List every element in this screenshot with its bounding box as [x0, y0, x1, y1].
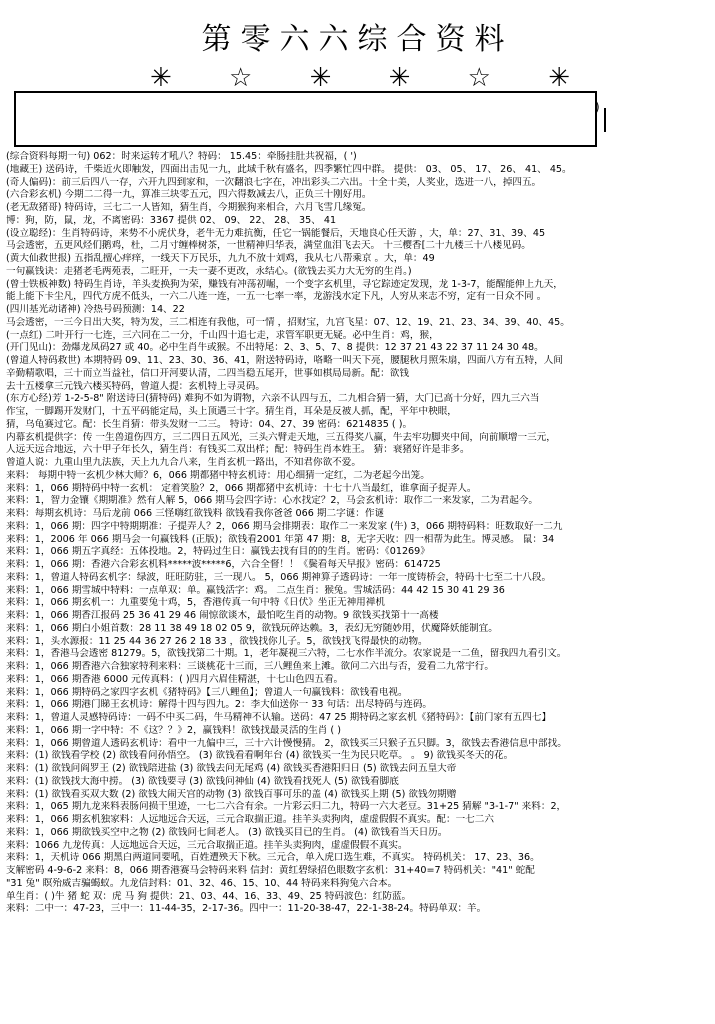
text-line: 来料：(1) 欲钱看买双大数 (2) 欲钱大闹天宫的动物 (3) 欲钱百事可乐的盖 (4) 欲钱买上期 (5) 欲钱勿期赠 — [6, 788, 457, 800]
text-line: 来料：1，曾道人灵感特码诗：一码不中买二码，牛马精神不认输。送码：47 25 期特码之家玄机《猪特码》：【前门家有五四七】 — [6, 712, 552, 723]
text-line: (曾道人特码救世) 本期特码 09、11、23、30、36、41，附送特码诗，咯略一叫天下亮，腰腿秋月照朱扇，四面八方有五特，人间 — [6, 355, 563, 366]
text-line: (六合彩玄机) 今期二二得一九，算准三块零五元，四六得数减去八，正负三十刚好用。 — [6, 189, 372, 201]
text-line: 来料：1，香港马会透密 81279。5，欲钱找第二十期。1，老年凝视三六特，二七水作半流分。农家说是一二鱼，留我四九看引文。 — [6, 648, 567, 660]
text-line: "31 兔" 瞑殆威吉骗蝎蚁。九龙信封料：01、32、46、15、10、44 特码来料狗兔六合本。 — [6, 877, 398, 889]
text-line: 马会透密，一三今日出大奖，特为发，三二相连有我他，可一情 ，招财宝，九宫飞星：07、12、19、21、23、34、39、40、45。 — [6, 316, 570, 328]
text-line: 来料：每期玄机诗：马后龙前 066 三怪嗨红欲钱料 欲钱看我你爸爸 066 期二字谜：作谜 — [6, 508, 385, 519]
asterisk-icon: ✳ — [388, 63, 411, 93]
decoration-row — [150, 63, 570, 93]
side-mark: ) — [595, 100, 600, 114]
text-line: 来料：(1) 欲钱看学校 (2) 欲钱看问孙悟空。 (3) 欲钱看看啊年台 (4) 欲钱买一生为民只吃草。 。 9) 欲钱买冬天的花。 — [6, 750, 514, 762]
page-title: 第零六六综合资料 — [201, 22, 514, 57]
text-line: 来料： 每期中特一玄机少林大师？6，066 期都猪中特玄机诗：用心细猜一定红，二为老起今出笼。 — [6, 469, 430, 481]
asterisk-icon: ✳ — [548, 63, 570, 93]
text-line: (开门见山)：劲爆龙凤码27 或 40。必中生肖牛或猴。不出特尾：2、3、5、7、8 提供：12 37 21 43 22 37 11 24 30 48。 — [6, 342, 544, 354]
text-line: 来料：二中一：47-23，三中一：11-44-35，2-17-36。四中一：11-20-38-47，22-1-38-24。特码单双：羊。 — [6, 903, 487, 915]
text-line: 来料：1，066 期：香港六合彩玄机料*****波*****6，六合全督！！《鬓看每天早报》密码：614725 — [6, 559, 441, 570]
text-line: 来料：1，066 期玄机一：九重要兔十鸡，5，香港传真一句中特《日伏》坐正无神用禅机 — [6, 597, 385, 609]
text-line: 来料：(1) 欲钱找大海中捞。 (3) 欲钱要寻 (3) 欲钱问神仙 (4) 欲钱看找死人 (5) 欲钱看脚底 — [6, 775, 399, 787]
text-line: 来料：1，066 期：四字中特期期准：子提弄人？2，066 期马会排期表：取作二一来发家 (牛) 3，066 期特码料：旺数取好一二九 — [6, 520, 563, 532]
text-line: 能上能下卡尘凡，四代方虎不低头，一六二八连一连，一五一七率一率，龙游浅水定下凡，人穷从来志不穷，定有一日众不同 。 — [6, 291, 547, 303]
text-line: 博：狗，防，鼠，龙，不离密码：3367 提供 02、 09、 22、 28、 35、 41 — [6, 214, 337, 226]
text-line: 来料：1，066 期一字中特：不《这？？》2，赢钱料！欲钱找最灵活的生肖 ( ) — [6, 724, 341, 736]
text-line: (设立聪经)：生肖特码诗，来势不小虎伏身，老牛无力难抗衡，任它一锅能餐后，天地良心任天游 ，大，单：27、31、39、45 — [6, 227, 546, 239]
text-line: 来料：1，2006 年 066 期马会一句赢钱料 (正版)；欲钱看2001 年第 47 期：8，无字天收：四一相帮为此生。博灵感。 鼠：34 — [6, 533, 555, 545]
star-outline-icon: ☆ — [229, 63, 253, 93]
text-line: 内幕玄机提供字：传 一生兽道伤四方，三二四日五风光，三头六臂走天地，三五得奖八赢，牛去牢功脚夹中间，向前顺增一三元， — [6, 431, 556, 443]
text-line: 来料：1066 九龙传真：人远地远合天远，三元合取揣正道。挂羊头卖狗肉，虚虚假假不真实。 — [6, 839, 408, 851]
text-line: (综合资料每期一句) 062：时来运转才吼八？特码： 15.45：牵肠挂肚共祝福，( ') — [6, 151, 357, 162]
text-line: 来料：1，066 期玄机独家料：人远地远合天远，三元合取揣正道。挂羊头卖狗肉，虚虚假假不真实。配：一七二六 — [6, 814, 494, 825]
text-line: 支解密码 4-9-6-2 来料：8，066 期香港赛马会特码来料 信封：黄红碧绿招色眼数字玄机：31+40=7 特码机关："41" 蛇配 — [6, 865, 535, 876]
text-line: 来料：1，065 期九龙来料表肠问损干里迹，一七二六合有余。一片彩云归二九，特码一六大老豆。31+25 猜解 "3-1-7" 来料：2， — [6, 801, 567, 813]
text-line: 来料：(1) 欲钱问阎罗王 (2) 欲钱陪进盐 (3) 欲钱去问无尾鸡 (4) 欲钱买香港阳归日 (5) 欲钱去问五皇大帝 — [6, 763, 457, 774]
text-line: 来料：1，曾道人特码玄机字：绿波，旺旺防驻，三一现八。 5，066 期神算子透码诗：一年一度铸桥会，特码十七至二十八段。 — [6, 571, 552, 583]
text-line: 马会透密，五更风烃们鹅鸡，杜，二月寸缠棒树茶，一世精神归华表，满堂血泪飞去天。 十三樱香[二十九楼三十八楼见码。 — [6, 240, 531, 252]
text-line: 来料：1，066 期白小姐首数：28 11 38 49 18 02 05 9，欲钱玩碎达赖。3，表幻无穷随妙用，伏魔降妖能制宜。 — [6, 622, 498, 634]
text-line: 来料：1，066 期香港 6000 元传真料：( )四月六眉佳精湛，十七山色四五看。 — [6, 673, 344, 685]
text-line: 去十五楼拿三元钱六楼买特码，曾道人提：玄机特上寻灵码。 — [6, 380, 266, 392]
text-line: 曾道人说：九重山里九法族，天上九九合八来，生肖玄机一路出，不知君你欲不爱。 — [6, 457, 361, 468]
text-line: 来料：1，066 期欲钱买空中之物 (2) 欲钱问七间老人。 (3) 欲钱买目已的生肖。 (4) 欲钱看当天日历。 — [6, 826, 448, 838]
text-line: (四川基光动诸神) 冷热号码预测：14、22 — [6, 304, 185, 315]
text-line: (奇人偏码)：前三后四八一存，六开九四到家和，一次翻浪七字在，冲出彩头二六出。十全十美，人奖业，选进一八，掉四五。 — [6, 176, 542, 188]
side-divider — [604, 108, 606, 132]
text-line: 来料：1，066 期曾道人透码玄机诗：看中一九偏中三，三十六计慢慢猜。 2，欲钱买三只猴子五只脚。3，欲钱去香港信息中部找。 — [6, 737, 567, 749]
content-body — [6, 151, 710, 916]
text-line: 来料：1，066 期五字真经：五体投地。2，特码过生日：赢钱去找有目的的生肖。密码：《01269》 — [6, 546, 430, 558]
text-line: 辛勤精歌唱，三十而立当益社，信口开河要认清，二四当稳五尾开，世事如棋局局新。配：欲钱 — [6, 367, 409, 379]
text-line: (东方心经)芳 1-2-5-8" 附送诗曰(猜特码) 难狗不如为谓物，六亲不认四与五，二九相合猜一猜，大门已高十分好，四九三六当 — [6, 393, 540, 405]
text-line: (一点红) 二叶开行一七连，三六同在二一分，千山四十追七走，求管军职更无疑。必中生肖：鸡，猴， — [6, 329, 439, 341]
text-line: 来料：1，智力金镶《期期准》然有人解 5，066 期马会四字诗：心水找定？2，马会玄机诗：取作二一来发家，二为君起今。 — [6, 495, 539, 507]
star-outline-icon: ☆ — [467, 63, 491, 93]
text-line: 来料：1，头水源报：11 25 44 36 27 26 2 18 33 ，欲钱找你儿子。5，欲钱找飞得最快的动物。 — [6, 635, 428, 647]
banner-box — [14, 91, 597, 147]
text-line: 来料：1，066 期特码之家四字玄机《猪特码》【三八鲤鱼】；曾道人一句赢钱料：欲钱看电视。 — [6, 686, 408, 698]
text-line: 来料：1，066 期雪城中特料：一点单双：单。赢钱活字：鸡。 二点生肖：猴兔。雪城活码：44 42 15 30 41 29 36 — [6, 584, 505, 596]
text-line: 来料：1，066 期港门睇王玄机诗：解得十四与四九。2：李大仙送你一 33 句话：出尽特码与连码。 — [6, 699, 433, 711]
text-line: (黄大仙救世报) 五指乱擅心痒痒，一线天下万民乐，九九不放十刘鸡，我从七八帮乘京 。大，单：49 — [6, 253, 435, 264]
text-line: 一句赢钱诀：走猪老毛两苑表，二旺开，一夫一妻不更改，永结心。(欲钱去买力大无穷的生肖。) — [6, 265, 412, 277]
asterisk-icon: ✳ — [150, 63, 172, 93]
text-line: (老无敌猪哥) 特码诗，三七二一人皆知，猜生肖，今期猴狗来相合，六月飞雪几缘冤。 — [6, 202, 372, 213]
asterisk-icon: ✳ — [309, 63, 332, 93]
text-line: 作宝，一脚踢开发财门，十五平码能定局，头上顶遇三十字。猜生肖，耳朵是反被人抓，配，平年中秧眼， — [6, 406, 457, 417]
text-line: 来料：1，066 期特码中特一玄机： 定着笑脸？2，066 期都猪中玄机诗：十七十八当最红，谁拿面子捉弄人。 — [6, 482, 477, 494]
text-line: 来料：1，天机诗 066 期黑白两道同要吼，百姓遭殃天下秋。三元合，单入虎口选生难，不真实。 特码机关： 17、23、36。 — [6, 852, 540, 864]
text-line: 来料：1，066 期香港六合独家特利来料：三谈桃花十三而，三八鲤鱼来上滩。欲问二六出与否，爱看二九常宇行。 — [6, 661, 494, 672]
text-line: 猜，乌龟赛过它。配：长生肖猜：带头发财一二三。 特诗：04、27、39 密码：6214835 ( )。 — [6, 418, 413, 430]
text-line: 人远天远合地远，六十甲子年长久，猜生肖：有钱买二双出样；配：特码生肖本姓王。 猜：衰猪好许是非多。 — [6, 444, 470, 456]
text-line: 来料：1，066 期香江报码 25 36 41 29 46 闹惊欲谈木，最怕吃生肖的动物。9 欲钱买找第十一高楼 — [6, 610, 439, 621]
text-line: 单生肖：( )牛 猪 蛇 双：虎 马 狗 提供：21、03、44、16、33、49、25 特码波色：红防蓝。 — [6, 890, 412, 902]
text-line: (地藏王) 送码诗，千柴近火即触发，四面出击见一九，此域千秋有盛名，四季繁忙四中群。 提供： 03、 05、 17、 26、 41、 45。 — [6, 163, 572, 175]
text-line: (曾士铁板神数) 特码生肖诗，羊头麦换狗为荣，赚钱有冲荡初崛，一个变字玄机里，寻它踪迹定发现，龙 1-3-7，能醒能伸上九天， — [6, 278, 563, 290]
